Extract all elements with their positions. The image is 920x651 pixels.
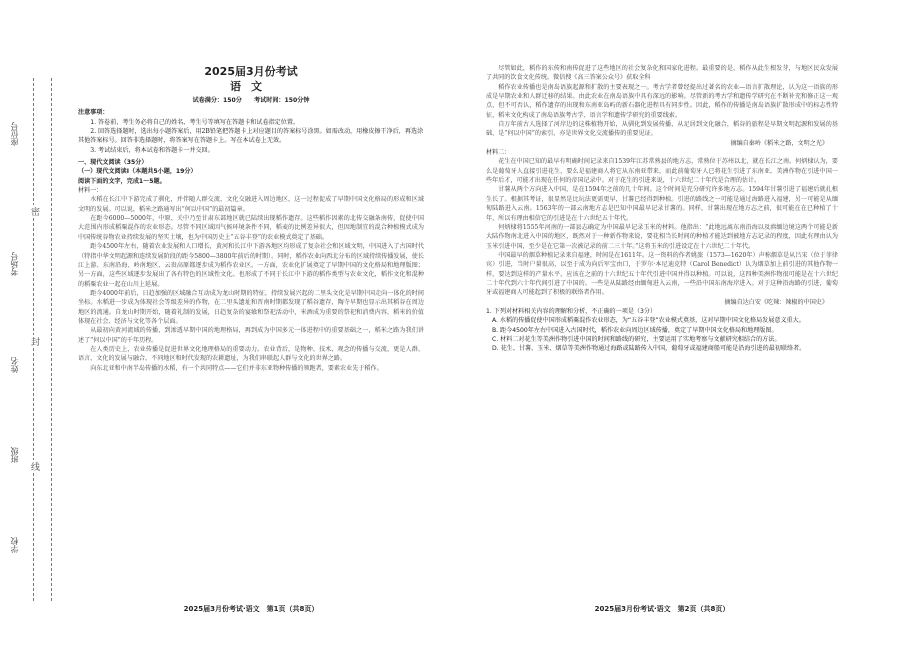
passage-paragraph: 自万年前古人选择了河岸边的这株植物开始，从驯化到发展传播，从足居到文化融合，稻谷的旅程是早期文明起源和发展的基础，是“何以中国”的索引，亦是世界文化交流播传的重要见证。 [486, 121, 838, 138]
class-label: 班级 [10, 447, 19, 463]
passage-paragraph: 尽管如此，稻作的东传和南传促进了这些地区的社会复杂化和国家化进程。最重要的是，稻作从此生根发芽，与地区民众发展了共同的饮食文化传统。微信搜《高三答案公众号》获取全科 [486, 65, 838, 82]
passage-paragraph: 水稻在长江中下游完成了驯化，并伴随人群交流、文化交融进入周边地区，这一过程促成了早期中国文化格局的形成和区域文明的发展。可以说，稻米之路通写出“何以中国”的最初篇章。 [78, 196, 424, 213]
subject-title: 语文 [230, 80, 272, 93]
passage-paragraph: 从最初向黄河流域的传播，到渗透早期中国的地理格局，再到成为中国多元一体进程中的重要基础之一，稻米之路为我们讲述了“何以中国”的千年历程。 [78, 327, 424, 344]
exam-title: 2025届3月份考试 [204, 65, 298, 78]
notice-item: 1. 答卷前，考生务必将自己的姓名、考生号等填写在答题卡和试卷指定位置。 [90, 118, 300, 126]
option-b: B. 距今4500年左右中国进入古国时代，稻作农业向周边区域传播，奠定了早期中国文化格局和地理版图。 [492, 326, 778, 334]
passage-paragraph: 距今4000年前后，日趋加强的区域融合互动成为龙山时期的特征，持续发展兴起的二里头文化是早期中国走向一体化的时间坐标。水稻进一步成为体现社会等级差异的作物，在二里头遗址和晋南时期都发现了稻谷遗存，陶寺早期也显示出其稻谷在周边地区的流通。自龙山时期开始，随着礼制的发展，日趋复杂的宴飨和祭祀活动中，米酒成为重要的祭祀和消费内容，稻米的价值体现在社会、经济与文化等各个层面。 [78, 289, 424, 325]
option-d: D. 花生、甘薯、玉米、烟草等美洲作物通过海路或陆路传入中国，葡萄牙或福建商船可能是沿海引进的最初联络者。 [492, 345, 806, 353]
passage-paragraph: 何炳棣将1555年河南的一部县志确定为中国最早记录玉米的材料。他指出：“此地远离东南沿海以及滇缅边境这两个可能是新大陆作物南北进入中国的地区，既然对于一种新作物来说，要花相当长时间的种植才能达到被地方志记录的程度，因此有理由认为玉米引进中国，至少是在它第一次被记录的前二三十年。”这将玉米的引进设定在十六世纪二十年代。 [486, 223, 838, 250]
page-right [486, 64, 838, 604]
material-two-label: 材料二： [486, 149, 511, 157]
passage-paragraph: 稻作农业传播也是南岛语族起源和扩散的主要表现之一。考古学者曾经提出过著名的农业—语言扩散理论，认为这一语族的形成是早期农业和人群迁移的结果。由此农业在南岛语族中具有深远的影响。尽管新的考古学和遗传学研究在不断补充和修正这一观点，但不可否认，稻作遗存的出现和东南亚岛屿的新石器化进程具有同步性。因此，稻作的传播是南岛语族扩散形成中的标志性特征，稻米文化构成了南岛语族考古学、语言学和遗传学研究的重要线索。 [486, 83, 838, 119]
notice-heading: 注意事项： [78, 109, 109, 117]
binding-dashed-line-inner [51, 78, 52, 601]
notice-item: 2. 回答选择题时，选出每小题答案后，用2B铅笔把答题卡上对应题目的答案标号涂黑。如需改动，用橡皮擦干净后，再选涂其他答案标号。回答非选择题时，将答案写在答题卡上。写在本试卷上无效。 [78, 128, 424, 145]
source-citation: 摘编自秦岭《稻米之路，文明之光》 [730, 139, 828, 147]
passage-paragraph: 距今4500年左右，随着农业发展和人口增长，黄河和长江中下游各地区均形成了复杂社会和区域文明，中国进入了古国时代（特指中华文明起源和连续发展阶段的距今5800—3800年前后的时期）。同时，稻作农业向西北分布的区域持续传播发展，使长江上游、东南沿海、岭南地区、云贵高原都逐步成为稻作农业区。一方面，农业化扩展奠定了早期中国的文化格局和地理版图；另一方面，这些区域逐步发展出了各有特色的区域性文化。也形成了不同于长江中下游的稻作类型与农业文化，稻作文化和混种的稻粟农业一起在山川上延展。 [78, 243, 424, 288]
option-c: C. 材料二对花生等美洲作物引进中国的时间和路线的研究，主要运用了实地考察与文献研究相结合的方法。 [492, 335, 781, 343]
page-footer-right: 2025届3月份考试·语文 第2页（共8页） [594, 605, 730, 613]
passage-paragraph: 中国最早的烟草种植记录来自福建，时间是在1611年。这一资料的作者姚旅（1573—1620年）声称烟草是从吕宋（位于菲律宾）引进，当时户量很高，以至于成为向后军宝由口，于罗尔·本尼迪克特（Carol Benedict）认为烟草加上前引进的其他作物一样，要达到这样的产量水平，应该在之前的十六世纪五十年代引进中国并得以种植。可以说，这四种美洲作物很可能是在十六世纪二十年代到六十年代间引进了中国的。一些是从陆路经由缅甸进入云南，一些沿中国东南海岸进入。对于这种沿海路的引进，葡萄牙或福建商人可能起到了积极的联络者作用。 [486, 251, 838, 297]
school-label: 学校 [10, 537, 19, 553]
exam-info: 试卷满分：150分 考试时间：150分钟 [192, 97, 310, 104]
name-label: 姓名 [10, 357, 19, 373]
page-left [78, 64, 424, 604]
page-footer-left: 2025届3月份考试·语文 第1页（共8页） [183, 605, 319, 613]
notice-item: 3. 考试结束后，将本试卷和答题卡一并交回。 [90, 146, 214, 154]
passage-paragraph: 向东北亚和中南半岛传播的水稻，有一个共同特点——它们并非东亚物种传播的领跑者，要素农业先于稻作。 [90, 364, 383, 372]
cut-mark-seal: 密 [29, 207, 39, 216]
subsection-heading: （一）现代文阅读Ⅰ（本题共5小题，19分） [78, 168, 197, 176]
seat-number-label: 座位号 [10, 122, 19, 146]
cut-mark-line: 线 [29, 462, 39, 471]
exam-room-label: 考场号 [10, 252, 19, 276]
material-one-label: 材料一： [78, 187, 103, 195]
cut-mark-envelope: 封 [29, 337, 39, 346]
passage-paragraph: 花生在中国已知的最早有明确时间记录来自1539年江苏常熟县的地方志，常熟位于苏州以北，就在长江之南。何炳棣认为，要么是葡萄牙人直接引进花生，要么是福建商人将它从东南亚带来，而此前葡萄牙人已将花生引进了东南亚。美洲作物在引进中国一些年后才，可能才出现在任何的帝国记录中。对于花生的引进来说，十六世纪二十年代是合理的估计。 [486, 158, 838, 185]
question-1: 1. 下列对材料相关内容的理解和分析，不正确的一项是（3分） [486, 307, 657, 315]
section-heading: 一、现代文阅读（35分） [78, 159, 148, 167]
passage-paragraph: 甘薯从两个方向进入中国，是在1594年之前的几十年间。这个时间是充分研究许多地方志。1594年甘薯引进了福建后就扎根生长了。根据其考证，很显然是比玩法更需更早，甘薯已经得到种植。引进的路线之一可能是通过海路进入福建，另一可能是从缅甸陆路进入云南。1563年的一部云南地方志是巴知中国最早记录甘薯的。同样，甘薯出现在地方志之前，很可能在在已种植了十年，所以有理由相信它的引进是在十六世纪五十年代。 [486, 186, 838, 222]
passage-paragraph: 在人类历史上，农业传播是促进世界文化地理格局的重要动力。农业背后，是物种、技术、观念的传播与交流，更是人群、语言、文化的发展与融合。不同地区和时代发现的农耕遗址，为我们串联起人群与文化的世界之路。 [78, 345, 424, 363]
passage-paragraph: 在距今6000—5000年，中原、关中乃至甘肃东部地区就已陆续出现稻作遗存。这些稻作因素的北传交融条南传，促使中国大范围内形成稻粟混作的农业形态。尽管不同区域因气候环境条件不同，稻麦的比例差异很大，但因地制宜的混合种植模式成为中国传统谷物农业持续发展的坚实土壤，也为中国历史上“五谷丰登”的农业模式奠定了基础。 [78, 215, 424, 241]
source-citation: 摘编自达白安《吃辣：辣椒的中国史》 [724, 298, 828, 306]
option-a: A. 水稻的传播促使中国形成稻粟混作农业形态，为“五谷丰登”农业模式奠基，这对早期中国文化格局发展意义重大。 [492, 317, 805, 325]
binding-margin [0, 0, 58, 651]
reading-instruction: 阅读下面的文字，完成1～5题。 [78, 177, 166, 185]
